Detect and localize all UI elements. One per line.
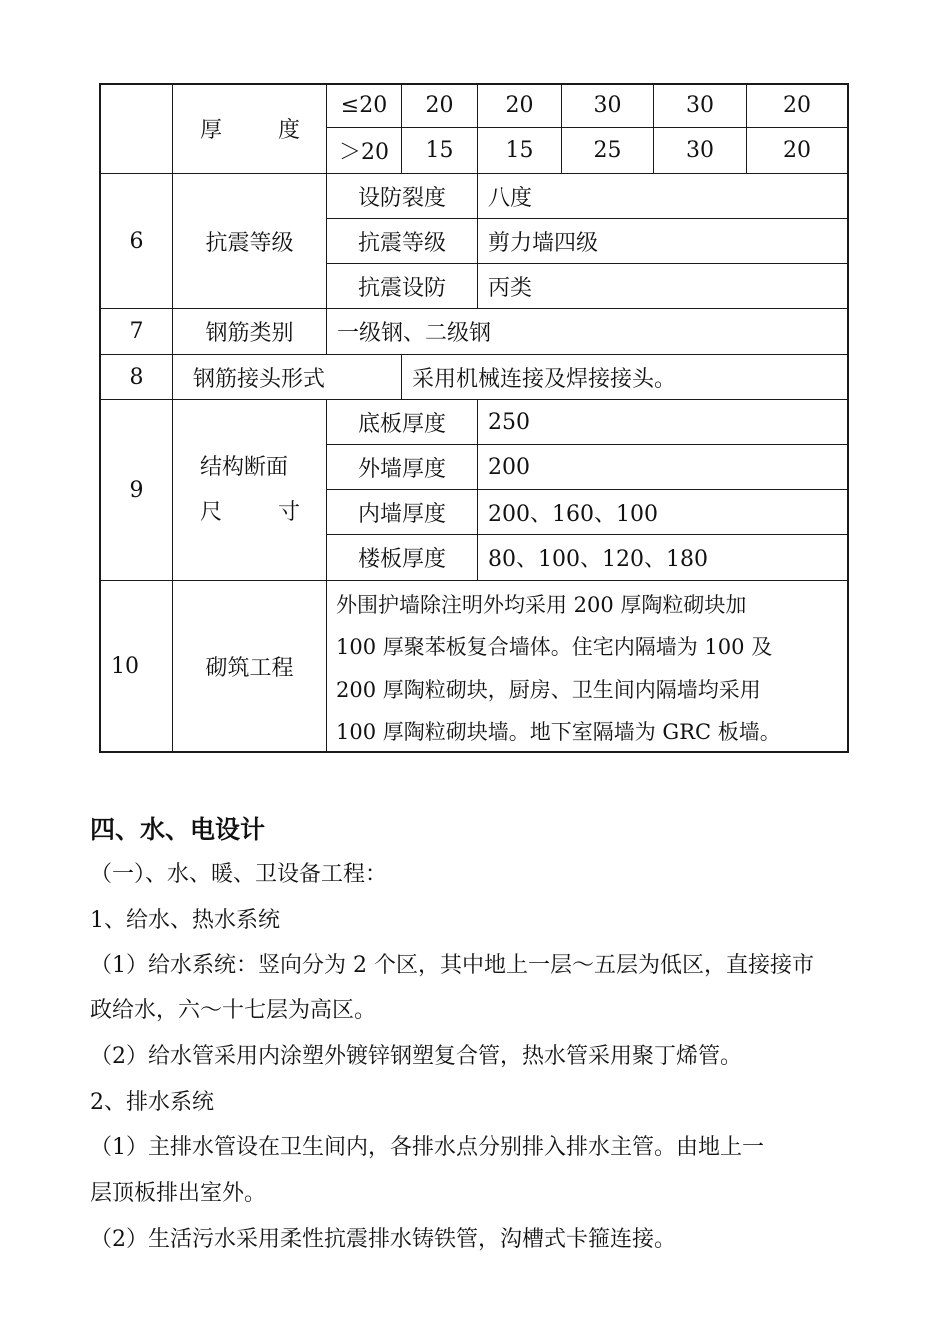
table-cell-condition: ＞20: [339, 140, 389, 165]
row-value-line: 100 厚陶粒砌块墙。地下室隔墙为 GRC 板墙。: [336, 720, 781, 744]
row-name: 钢筋类别: [205, 321, 294, 346]
item-label: 内墙厚度: [357, 501, 446, 527]
thickness-label: [200, 83, 300, 173]
item-value: 200、160、100: [488, 501, 658, 527]
row-value: 采用机械连接及焊接接头。: [412, 366, 677, 392]
paragraph-line: 政给水，六～十七层为高区。: [90, 998, 377, 1023]
item-label: 楼板厚度: [357, 547, 446, 572]
item-label: 抗震等级: [357, 230, 446, 256]
subsection-title: （一）、水、暖、卫设备工程：: [90, 862, 388, 887]
item-value: 丙类: [488, 275, 533, 301]
row-name-char: 寸: [277, 500, 300, 525]
row-name: 钢筋接头形式: [193, 366, 326, 392]
item-value: 80、100、120、180: [488, 547, 708, 572]
item-label: 设防裂度: [357, 185, 446, 211]
item-title: 1、给水、热水系统: [90, 908, 280, 933]
item-value: 200: [488, 454, 530, 480]
paragraph-line: （2）给水管采用内涂塑外镀锌钢塑复合管，热水管采用聚丁烯管。: [90, 1044, 742, 1069]
row-value-line: 100 厚聚苯板复合墙体。住宅内隔墙为 100 及: [336, 635, 773, 659]
paragraph-line: 层顶板排出室外。: [90, 1181, 267, 1206]
table-cell: 30: [593, 93, 622, 118]
thickness-label-char: 厚: [200, 117, 223, 143]
table-cell: 20: [783, 93, 811, 118]
item-value: 剪力墙四级: [488, 230, 599, 256]
table-cell: 15: [425, 138, 454, 163]
paragraph-line: （1）给水系统：竖向分为 2 个区，其中地上一层～五层为低区，直接接市: [90, 953, 814, 978]
row-name: 砌筑工程: [205, 655, 294, 681]
table-cell: 30: [686, 93, 714, 118]
table-cell-condition: ≤20: [340, 93, 388, 118]
item-label: 抗震设防: [357, 275, 446, 301]
row-name: [200, 450, 300, 530]
table-cell: 20: [425, 93, 454, 118]
item-title: 2、排水系统: [90, 1090, 214, 1115]
section-heading: 四、水、电设计: [90, 815, 266, 844]
item-label: 底板厚度: [357, 411, 446, 437]
row-value-line: 外围护墙除注明外均采用 200 厚陶粒砌块加: [336, 593, 747, 617]
row-number: 10: [111, 653, 139, 679]
table-cell: 25: [593, 138, 622, 163]
table-cell: 30: [686, 138, 714, 163]
paragraph-line: （2）生活污水采用柔性抗震排水铸铁管，沟槽式卡箍连接。: [90, 1227, 676, 1252]
thickness-label-char: 度: [277, 117, 300, 143]
row-name-line: 结构断面: [200, 455, 289, 480]
table-cell: 20: [783, 138, 811, 163]
row-number: 7: [129, 319, 144, 344]
item-value: 八度: [488, 185, 533, 211]
table-border-right: [847, 83, 849, 753]
table-border-bottom: [100, 751, 849, 753]
row-name-char: 尺: [200, 500, 223, 525]
row-name: 抗震等级: [205, 230, 294, 256]
row-number: 9: [129, 477, 144, 503]
table-cell: 20: [505, 93, 534, 118]
row-number: 8: [129, 364, 144, 390]
paragraph-line: （1）主排水管设在卫生间内，各排水点分别排入排水主管。由地上一: [90, 1135, 764, 1160]
item-value: 250: [488, 409, 530, 435]
row-number: 6: [129, 228, 144, 254]
table-cell: 15: [505, 138, 534, 163]
row-value-line: 200 厚陶粒砌块，厨房、卫生间内隔墙均采用: [336, 678, 761, 702]
row-value: 一级钢、二级钢: [337, 321, 492, 346]
item-label: 外墙厚度: [357, 456, 446, 482]
